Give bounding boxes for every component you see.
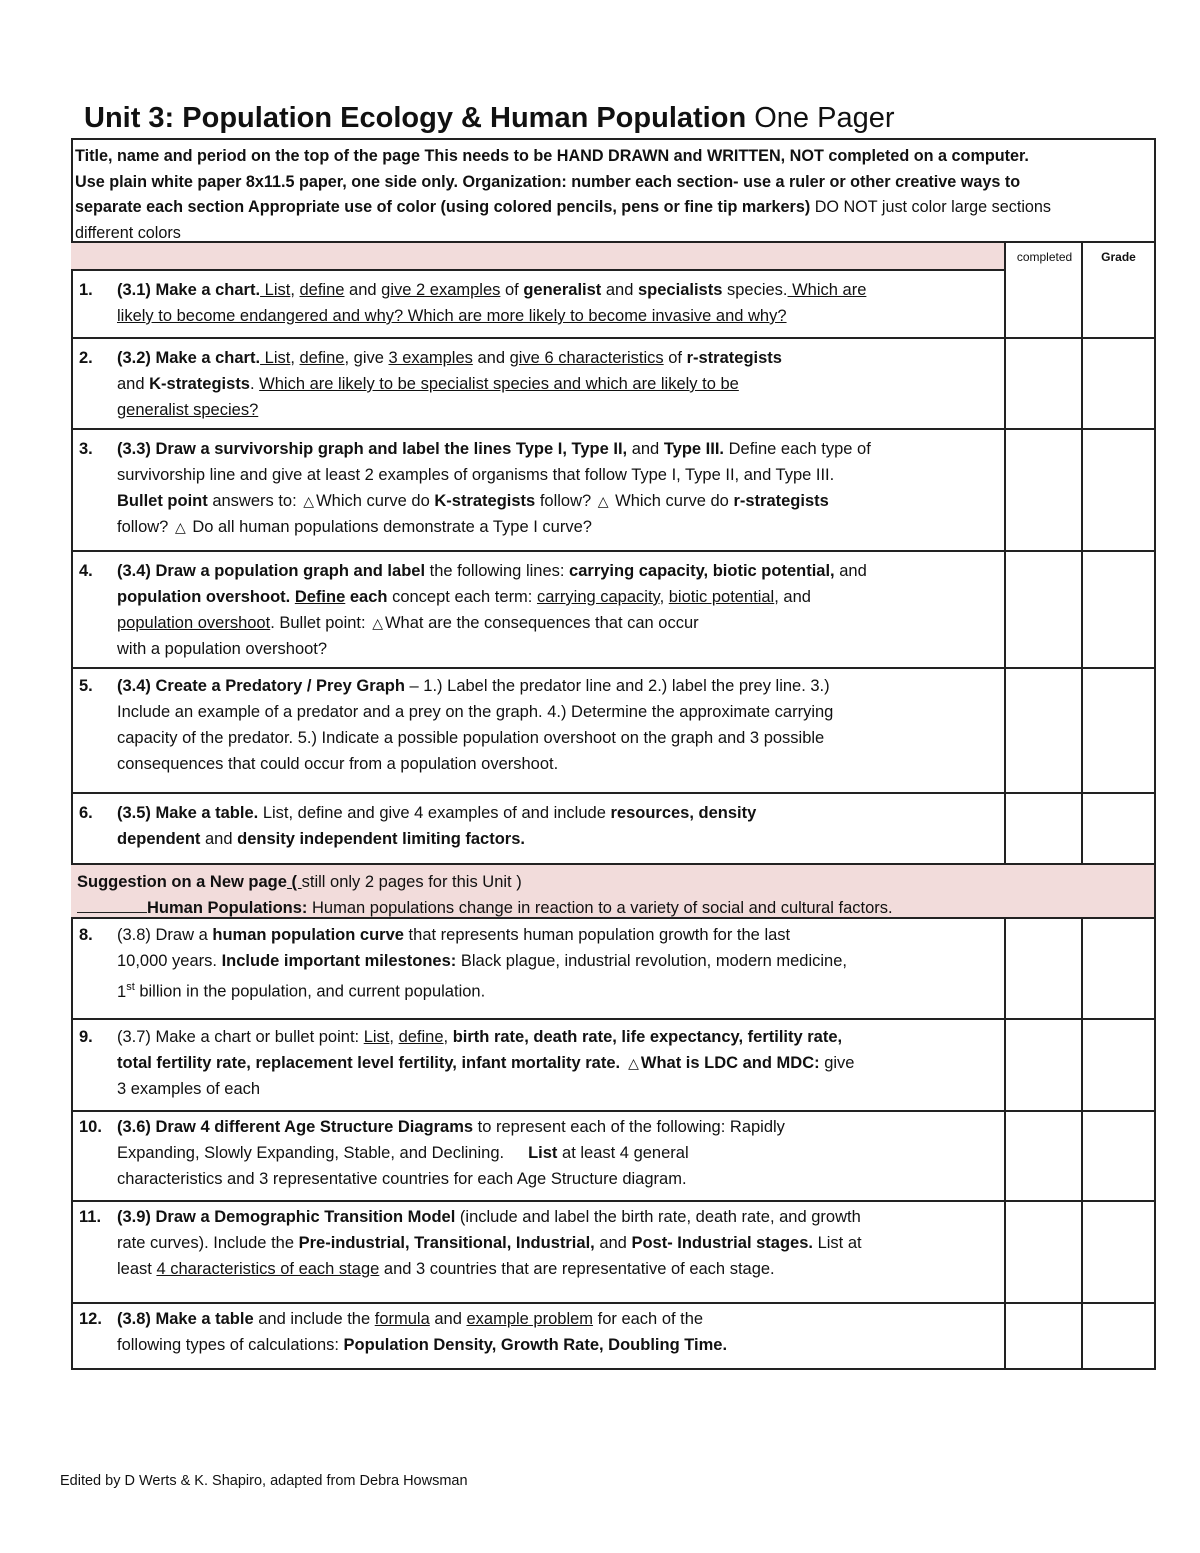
grade-cell[interactable] bbox=[1081, 552, 1083, 667]
triangle-bullet-icon: △ bbox=[628, 1055, 639, 1071]
completed-cell[interactable] bbox=[1004, 339, 1006, 428]
completed-cell[interactable] bbox=[1004, 1020, 1006, 1110]
table-row: 2. (3.2) Make a chart. List, define, give 3 examples and give 6 characteristics of r-strategists and K-strategists. Which are likely to be specialist species and which are likely to be generalist species? bbox=[71, 339, 1156, 430]
table-row: 11. (3.9) Draw a Demographic Transition Model (include and label the birth rate, death rate, and growth rate curves). Include the Pre-industrial, Transitional, Industrial, and Post- Industrial stages. List at least 4 characteristics of each stage and 3 countries that are representative of each stage. bbox=[71, 1202, 1156, 1304]
column-header-bar bbox=[71, 243, 1156, 271]
footer-credit: Edited by D Werts & K. Shapiro, adapted from Debra Howsman bbox=[60, 1473, 468, 1489]
triangle-bullet-icon: △ bbox=[372, 615, 383, 631]
completed-cell[interactable] bbox=[1004, 430, 1006, 550]
table-row: 12. (3.8) Make a table and include the formula and example problem for each of the following types of calculations: Population Density, Growth Rate, Doubling Time. bbox=[71, 1304, 1156, 1370]
table-row: 10. (3.6) Draw 4 different Age Structure Diagrams to represent each of the following: Rapidly Expanding, Slowly Expanding, Stable, and Declining. List at least 4 general characteristics and 3 representative countries for each Age Structure diagram. bbox=[71, 1112, 1156, 1202]
completed-cell[interactable] bbox=[1004, 669, 1006, 792]
completed-column-header: completed bbox=[1004, 243, 1083, 271]
grade-cell[interactable] bbox=[1081, 669, 1083, 792]
table-row: 9. (3.7) Make a chart or bullet point: List, define, birth rate, death rate, life expectancy, fertility rate, total fertility rate, replacement level fertility, infant mortality rate. △ What is LDC and MDC: give 3 examples of each bbox=[71, 1020, 1156, 1112]
completed-cell[interactable] bbox=[1004, 1112, 1006, 1200]
triangle-bullet-icon: △ bbox=[174, 519, 186, 535]
grade-cell[interactable] bbox=[1081, 919, 1083, 1018]
instructions: Title, name and period on the top of the page This needs to be HAND DRAWN and WRITTEN, NOT completed on a computer. Use plain white paper 8x11.5 paper, one side only. Organization: number each section- use a ruler or other creative ways to separate each section Appropriate use of color (using colored pencils, pens or fine tip markers) DO NOT just color large sections different colors bbox=[71, 140, 1156, 243]
completed-cell[interactable] bbox=[1004, 794, 1006, 863]
table-row: 8. (3.8) Draw a human population curve that represents human population growth for the last 10,000 years. Include important milestones: Black plague, industrial revolution, modern medicine, 1st billion in the population, and current population. bbox=[71, 919, 1156, 1020]
table-row: 4. (3.4) Draw a population graph and label the following lines: carrying capacity, biotic potential, and population overshoot. Define each concept each term: carrying capacity, biotic potential, and population overshoot. Bullet point: △ What are the consequences that can occur with a population overshoot? bbox=[71, 552, 1156, 669]
page-title: Unit 3: Population Ecology & Human Population One Pager bbox=[84, 102, 895, 134]
triangle-bullet-icon: △ bbox=[303, 493, 315, 509]
completed-cell[interactable] bbox=[1004, 1202, 1006, 1302]
table-row: 6. (3.5) Make a table. List, define and give 4 examples of and include resources, density dependent and density independent limiting factors. bbox=[71, 794, 1156, 865]
grade-cell[interactable] bbox=[1081, 430, 1083, 550]
triangle-bullet-icon: △ bbox=[597, 493, 609, 509]
grade-cell[interactable] bbox=[1081, 271, 1083, 337]
grade-column-header: Grade bbox=[1081, 243, 1156, 271]
completed-cell[interactable] bbox=[1004, 919, 1006, 1018]
table-row: 5. (3.4) Create a Predatory / Prey Graph – 1.) Label the predator line and 2.) label the prey line. 3.) Include an example of a predator and a prey on the graph. 4.) Determine the approximate carrying capacity of the predator. 5.) Indicate a possible population overshoot on the graph and 3 possible consequences that could occur from a population overshoot. bbox=[71, 669, 1156, 794]
grade-cell[interactable] bbox=[1081, 1112, 1083, 1200]
grade-cell[interactable] bbox=[1081, 1202, 1083, 1302]
suggestion-banner: Suggestion on a New page ( still only 2 pages for this Unit ) Human Populations: Human populations change in reaction to a variety of social and cultural factors. bbox=[71, 865, 1156, 919]
grade-cell[interactable] bbox=[1081, 794, 1083, 863]
completed-cell[interactable] bbox=[1004, 271, 1006, 337]
table-row: 1. (3.1) Make a chart. List, define and give 2 examples of generalist and specialists species. Which are likely to become endangered and why? Which are more likely to become invasive and why? bbox=[71, 271, 1156, 339]
grade-cell[interactable] bbox=[1081, 339, 1083, 428]
table-row: 3. (3.3) Draw a survivorship graph and label the lines Type I, Type II, and Type III. Define each type of survivorship line and give at least 2 examples of organisms that follow Type I, Type II, and Type III. Bullet point answers to: △ Which curve do K-strategists follow? △ Which curve do r-strategists follow? △ Do all human populations demonstrate a Type I curve? bbox=[71, 430, 1156, 552]
completed-cell[interactable] bbox=[1004, 1304, 1006, 1368]
completed-cell[interactable] bbox=[1004, 552, 1006, 667]
grade-cell[interactable] bbox=[1081, 1304, 1083, 1368]
grade-cell[interactable] bbox=[1081, 1020, 1083, 1110]
